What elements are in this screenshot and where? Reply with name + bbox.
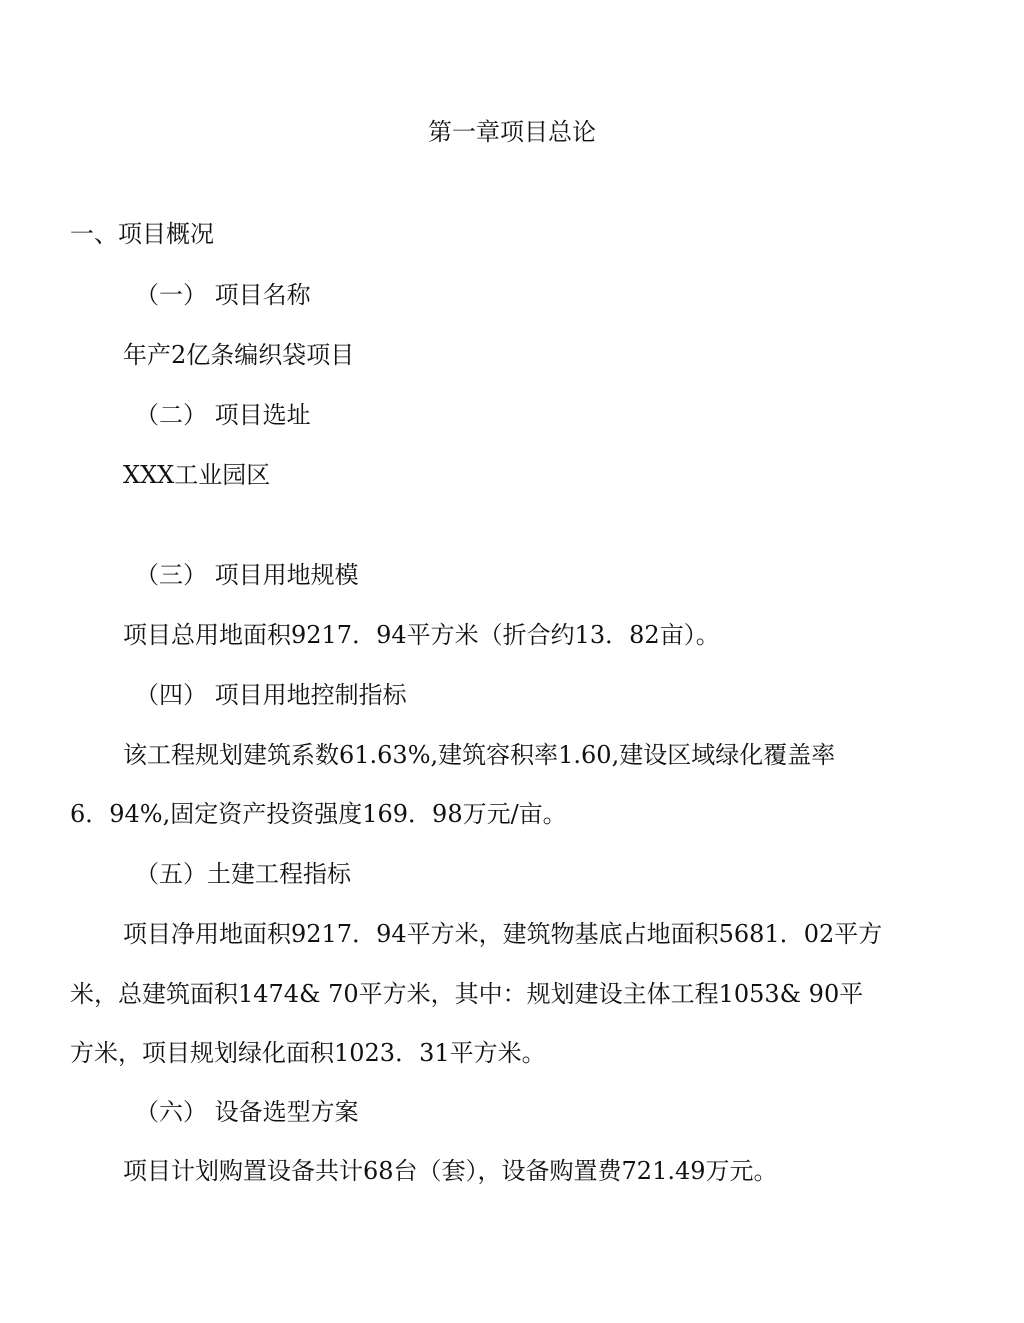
civil-works-text-line1: 项目净用地面积9217．94平方米，建筑物基底占地面积5681．02平方 <box>123 920 883 948</box>
subheading-civil-works: （五）土建工程指标 <box>135 860 351 888</box>
subheading-land-control: （四） 项目用地控制指标 <box>135 681 407 709</box>
section-heading-overview: 一、项目概况 <box>70 220 214 248</box>
land-control-text-line2: 6．94%,固定资产投资强度169．98万元/亩。 <box>70 800 567 828</box>
land-scale-text: 项目总用地面积9217．94平方米（折合约13．82亩）。 <box>123 621 720 649</box>
subheading-land-scale: （三） 项目用地规模 <box>135 561 359 589</box>
subheading-project-site: （二） 项目选址 <box>135 401 311 429</box>
subheading-project-name: （一） 项目名称 <box>135 281 311 309</box>
civil-works-text-line2: 米，总建筑面积1474& 70平方米，其中：规划建设主体工程1053& 90平 <box>70 980 864 1008</box>
civil-works-text-line3: 方米，项目规划绿化面积1023．31平方米。 <box>70 1039 546 1067</box>
project-name-text: 年产2亿条编织袋项目 <box>123 341 355 369</box>
subheading-equipment: （六） 设备选型方案 <box>135 1098 359 1126</box>
equipment-text: 项目计划购置设备共计68台（套），设备购置费721.49万元。 <box>123 1157 778 1185</box>
land-control-text-line1: 该工程规划建筑系数61.63%,建筑容积率1.60,建设区域绿化覆盖率 <box>123 741 836 769</box>
chapter-title: 第一章项目总论 <box>428 118 596 146</box>
project-site-text: XXX工业园区 <box>123 461 271 489</box>
